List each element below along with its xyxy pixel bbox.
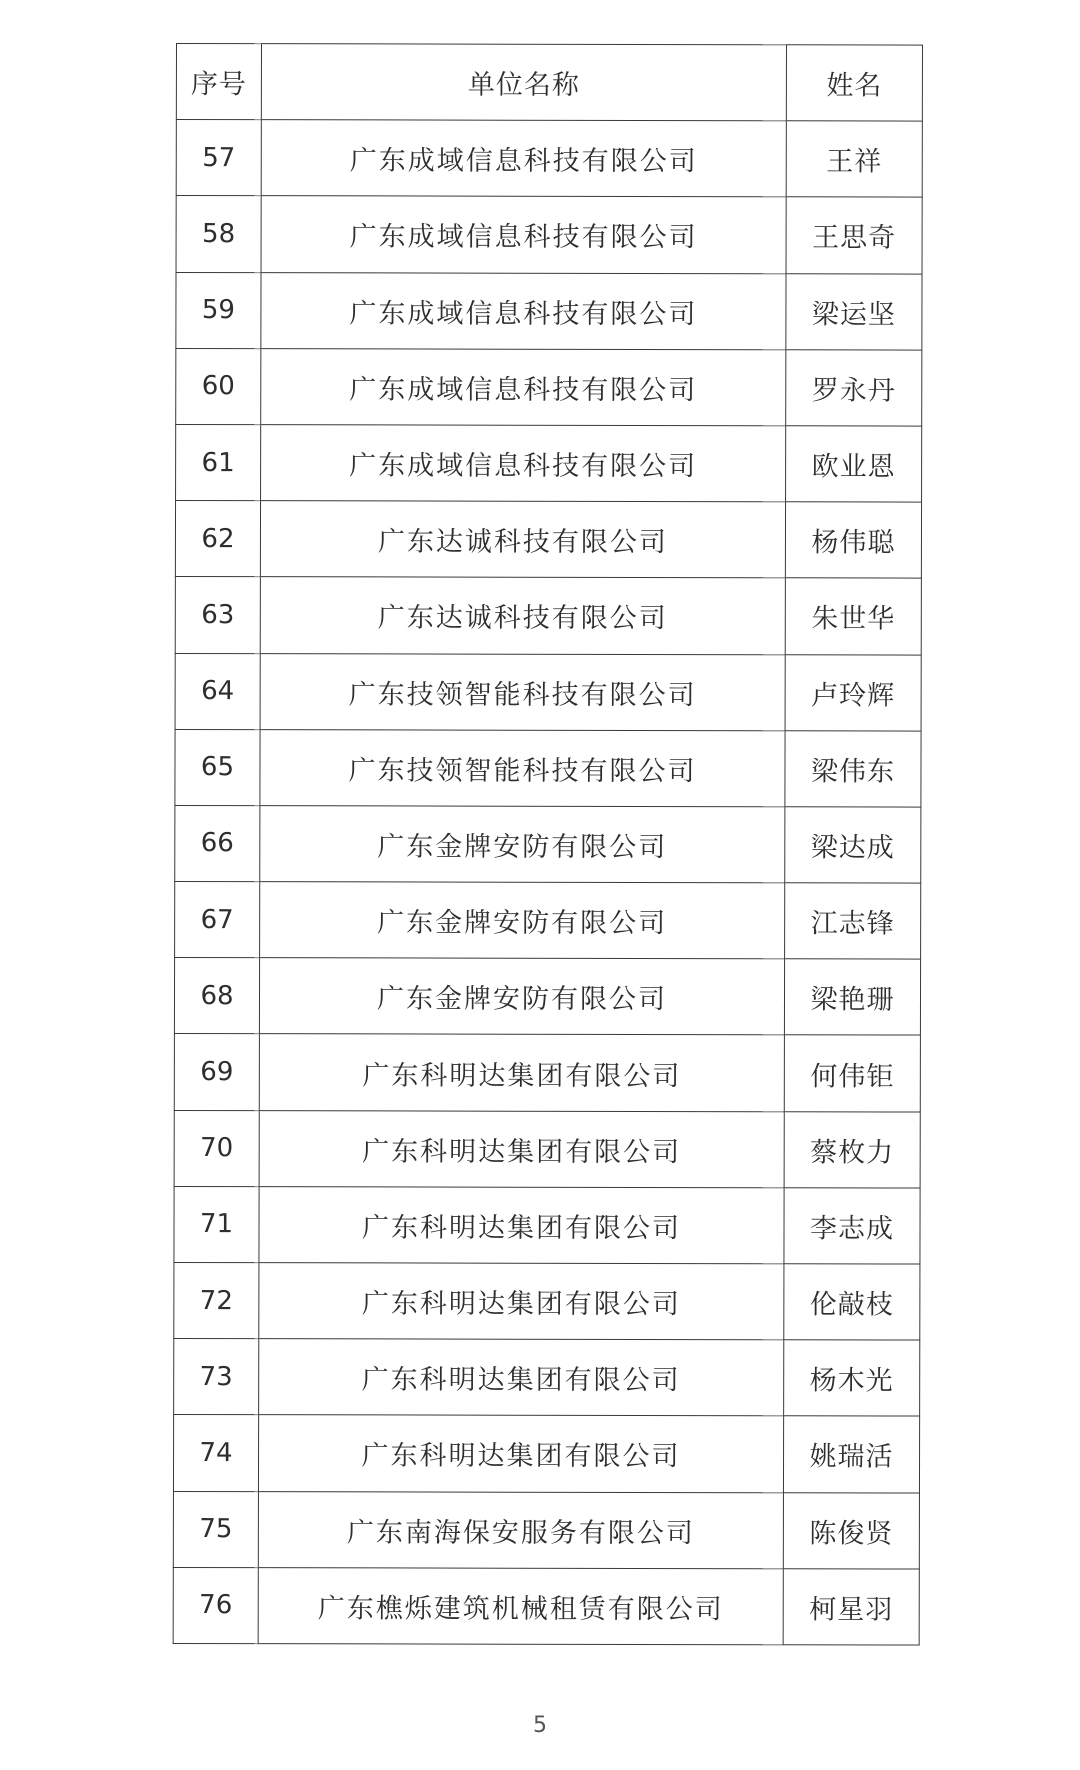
person-name-cell: 陈俊贤 xyxy=(783,1492,919,1568)
table-row xyxy=(176,272,922,350)
serial-number-cell: 69 xyxy=(174,1034,259,1110)
table-row xyxy=(176,196,922,274)
serial-number-cell: 57 xyxy=(176,120,261,196)
person-name-cell: 卢玲辉 xyxy=(785,654,921,730)
person-name-cell: 杨木光 xyxy=(784,1340,920,1416)
serial-number-cell: 72 xyxy=(174,1262,259,1338)
header-serial-number: 序号 xyxy=(176,44,261,120)
table-row xyxy=(176,120,922,198)
table-row xyxy=(174,1110,920,1188)
table-row xyxy=(175,653,921,731)
serial-number-cell: 75 xyxy=(173,1491,258,1567)
organization-cell: 广东金牌安防有限公司 xyxy=(260,882,785,959)
person-name-cell: 姚瑞活 xyxy=(783,1416,919,1492)
organization-cell: 广东金牌安防有限公司 xyxy=(260,806,785,883)
table-row xyxy=(173,1491,919,1569)
table-row xyxy=(175,805,921,883)
serial-number-cell: 64 xyxy=(175,653,260,729)
serial-number-cell: 66 xyxy=(175,805,260,881)
table-row xyxy=(175,882,921,960)
table-row xyxy=(174,958,920,1036)
serial-number-cell: 65 xyxy=(175,729,260,805)
serial-number-cell: 68 xyxy=(174,958,259,1034)
table-row xyxy=(176,424,922,502)
person-name-cell: 朱世华 xyxy=(785,578,921,654)
organization-cell: 广东成域信息科技有限公司 xyxy=(261,348,786,425)
person-name-cell: 李志成 xyxy=(784,1188,920,1264)
person-name-cell: 伦敲枝 xyxy=(784,1264,920,1340)
organization-cell: 广东成域信息科技有限公司 xyxy=(261,425,786,502)
table-row xyxy=(174,1262,920,1340)
person-name-cell: 王思奇 xyxy=(786,197,922,273)
organization-cell: 广东樵烁建筑机械租赁有限公司 xyxy=(258,1567,783,1644)
serial-number-cell: 61 xyxy=(176,424,261,500)
person-name-cell: 何伟钜 xyxy=(784,1035,920,1111)
organization-cell: 广东技领智能科技有限公司 xyxy=(260,729,785,806)
organization-cell: 广东成域信息科技有限公司 xyxy=(261,196,786,273)
person-name-cell: 梁运坚 xyxy=(786,273,922,349)
name-list-table xyxy=(173,43,923,1645)
serial-number-cell: 58 xyxy=(176,196,261,272)
serial-number-cell: 71 xyxy=(174,1186,259,1262)
person-name-cell: 蔡枚力 xyxy=(784,1111,920,1187)
table-row xyxy=(175,729,921,807)
organization-cell: 广东达诚科技有限公司 xyxy=(260,577,785,654)
table-row xyxy=(173,1415,919,1493)
organization-cell: 广东成域信息科技有限公司 xyxy=(261,272,786,349)
table-row xyxy=(175,577,921,655)
serial-number-cell: 76 xyxy=(173,1567,258,1643)
person-name-cell: 梁伟东 xyxy=(785,730,921,806)
person-name-cell: 王祥 xyxy=(786,121,922,197)
person-name-cell: 梁达成 xyxy=(785,807,921,883)
person-name-cell: 柯星羽 xyxy=(783,1569,919,1645)
table-row xyxy=(174,1034,920,1112)
table-header-row xyxy=(176,44,922,122)
serial-number-cell: 60 xyxy=(176,348,261,424)
header-organization-name: 单位名称 xyxy=(261,44,786,121)
organization-cell: 广东科明达集团有限公司 xyxy=(259,1339,784,1416)
organization-cell: 广东金牌安防有限公司 xyxy=(259,958,784,1035)
serial-number-cell: 73 xyxy=(174,1339,259,1415)
table-row xyxy=(174,1339,920,1417)
table-row xyxy=(173,1567,919,1645)
serial-number-cell: 59 xyxy=(176,272,261,348)
page-number: 5 xyxy=(533,1713,547,1738)
serial-number-cell: 67 xyxy=(175,882,260,958)
person-name-cell: 欧业恩 xyxy=(786,426,922,502)
person-name-cell: 梁艳珊 xyxy=(784,959,920,1035)
table-row xyxy=(174,1186,920,1264)
organization-cell: 广东南海保安服务有限公司 xyxy=(258,1491,783,1568)
table-row xyxy=(175,501,921,579)
serial-number-cell: 62 xyxy=(175,501,260,577)
organization-cell: 广东科明达集团有限公司 xyxy=(259,1263,784,1340)
organization-cell: 广东技领智能科技有限公司 xyxy=(260,653,785,730)
organization-cell: 广东科明达集团有限公司 xyxy=(259,1034,784,1111)
organization-cell: 广东科明达集团有限公司 xyxy=(259,1110,784,1187)
serial-number-cell: 74 xyxy=(173,1415,258,1491)
header-person-name: 姓名 xyxy=(786,45,922,121)
organization-cell: 广东科明达集团有限公司 xyxy=(258,1415,783,1492)
organization-cell: 广东成域信息科技有限公司 xyxy=(261,120,786,197)
table-row xyxy=(176,348,922,426)
person-name-cell: 杨伟聪 xyxy=(785,502,921,578)
person-name-cell: 江志锋 xyxy=(785,883,921,959)
organization-cell: 广东达诚科技有限公司 xyxy=(260,501,785,578)
organization-cell: 广东科明达集团有限公司 xyxy=(259,1186,784,1263)
serial-number-cell: 63 xyxy=(175,577,260,653)
serial-number-cell: 70 xyxy=(174,1110,259,1186)
person-name-cell: 罗永丹 xyxy=(786,350,922,426)
